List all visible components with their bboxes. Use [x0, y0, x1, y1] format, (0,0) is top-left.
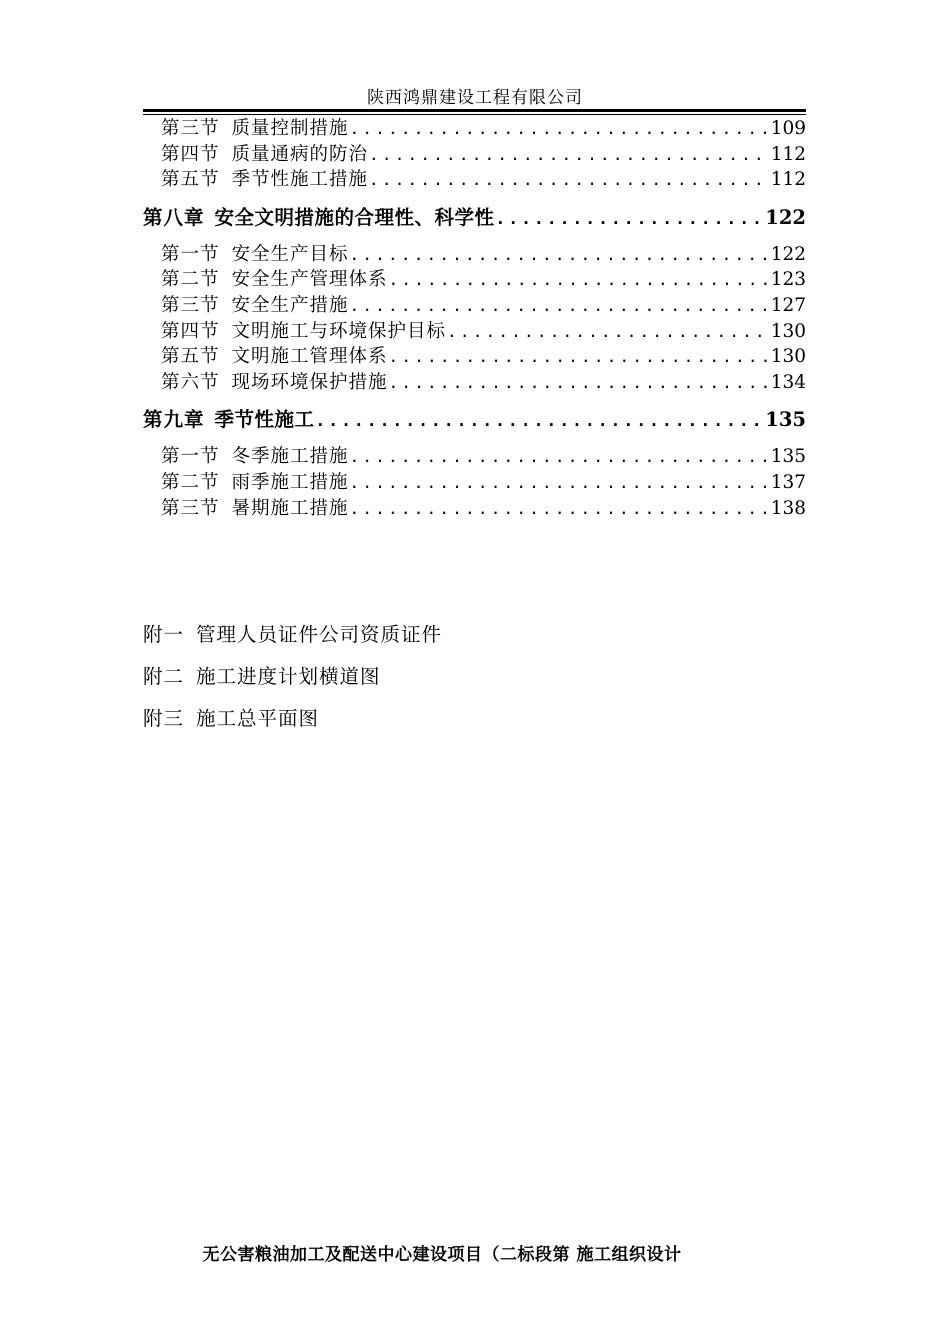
header-rule-thick [143, 109, 806, 112]
toc-dot-leader [350, 293, 768, 319]
toc-dot-leader [316, 408, 763, 433]
toc-entry-number: 第三节 [161, 294, 220, 316]
toc-section-row[interactable] [143, 116, 806, 142]
toc-entry-title: 安全生产管理体系 [231, 269, 388, 291]
toc-entry-page-number: 138 [770, 497, 806, 519]
toc-entry-title: 安全生产措施 [231, 294, 349, 316]
toc-entry-number: 第三节 [161, 118, 220, 139]
toc-entry-page-number: 122 [770, 243, 806, 265]
toc-section-row[interactable] [143, 470, 806, 496]
toc-dot-leader [350, 116, 768, 142]
toc-dot-leader [350, 444, 768, 470]
toc-dot-leader [369, 167, 768, 193]
toc-entry-page-number: 135 [765, 408, 806, 432]
toc-section-row[interactable] [143, 496, 806, 522]
appendix-item [143, 662, 643, 704]
toc-section-row[interactable] [143, 142, 806, 168]
appendix-text: 管理人员证件公司资质证件 [196, 623, 443, 646]
toc-entry-page-number: 137 [770, 471, 806, 493]
toc-entry-title: 季节性施工 [214, 408, 315, 432]
toc-entry-title: 冬季施工措施 [231, 446, 349, 468]
appendix-label: 附一 [143, 623, 185, 646]
toc-section-row[interactable] [143, 370, 806, 396]
toc-entry-number: 第五节 [161, 346, 220, 368]
toc-entry-title: 现场环境保护措施 [231, 371, 388, 393]
toc-entry-title: 季节性施工措施 [231, 169, 369, 191]
toc-entry-title: 文明施工与环境保护目标 [231, 320, 447, 342]
appendix-list [143, 620, 643, 746]
toc-dot-leader [447, 319, 768, 345]
toc-entry-number: 第四节 [161, 320, 220, 342]
header-rule-thin [143, 114, 806, 115]
toc-entry-title: 文明施工管理体系 [231, 346, 388, 368]
toc-dot-leader [350, 470, 768, 496]
toc-entry-number: 第六节 [161, 371, 220, 393]
toc-section-row[interactable] [143, 167, 806, 193]
toc-entry-number: 第一节 [161, 243, 220, 265]
toc-chapter-row[interactable] [143, 205, 806, 231]
toc-entry-page-number: 122 [765, 205, 806, 229]
toc-section-row[interactable] [143, 344, 806, 370]
toc-entry-number: 第八章 [143, 205, 205, 229]
toc-section-row[interactable] [143, 444, 806, 470]
header-company-name: 陕西鸿鼎建设工程有限公司 [367, 88, 583, 108]
toc-dot-leader [389, 267, 768, 293]
toc-entry-title: 安全生产目标 [231, 243, 349, 265]
toc-entry-page-number: 130 [770, 346, 806, 368]
toc-entry-page-number: 109 [770, 118, 806, 139]
toc-entry-title: 雨季施工措施 [231, 471, 349, 493]
footer-document-title: 无公害粮油加工及配送中心建设项目（二标段第 施工组织设计 [202, 1245, 682, 1265]
toc-entry-title: 质量控制措施 [231, 118, 349, 139]
toc-dot-leader [350, 242, 768, 268]
toc-dot-leader [389, 370, 768, 396]
toc-chapter-row[interactable] [143, 407, 806, 433]
toc-entry-page-number: 130 [770, 320, 806, 342]
toc-dot-leader [496, 206, 763, 231]
toc-section-row[interactable] [143, 319, 806, 345]
toc-section-row[interactable] [143, 242, 806, 268]
toc-dot-leader [369, 142, 768, 168]
toc-dot-leader [389, 344, 768, 370]
toc-entry-title: 质量通病的防治 [231, 143, 369, 165]
appendix-text: 施工总平面图 [196, 707, 320, 730]
toc-entry-number: 第四节 [161, 143, 220, 165]
toc-entry-number: 第二节 [161, 471, 220, 493]
toc-entry-number: 第一节 [161, 446, 220, 468]
toc-section-row[interactable] [143, 267, 806, 293]
toc-entry-page-number: 135 [770, 446, 806, 468]
toc-entry-number: 第三节 [161, 497, 220, 519]
toc-entry-title: 安全文明措施的合理性、科学性 [214, 205, 495, 229]
toc-entry-page-number: 127 [770, 294, 806, 316]
toc-entry-page-number: 134 [770, 371, 806, 393]
toc-entry-page-number: 112 [770, 143, 806, 165]
toc-section-row[interactable] [143, 293, 806, 319]
appendix-text: 施工进度计划横道图 [196, 665, 381, 688]
toc-entry-page-number: 123 [770, 269, 806, 291]
appendix-item [143, 620, 643, 662]
toc-entry-page-number: 112 [770, 169, 806, 191]
toc-entry-title: 暑期施工措施 [231, 497, 349, 519]
table-of-contents [143, 116, 806, 521]
appendix-item [143, 704, 643, 746]
appendix-label: 附三 [143, 707, 185, 730]
toc-dot-leader [350, 496, 768, 522]
appendix-label: 附二 [143, 665, 185, 688]
toc-entry-number: 第九章 [143, 408, 205, 432]
toc-entry-number: 第二节 [161, 269, 220, 291]
toc-entry-number: 第五节 [161, 169, 220, 191]
